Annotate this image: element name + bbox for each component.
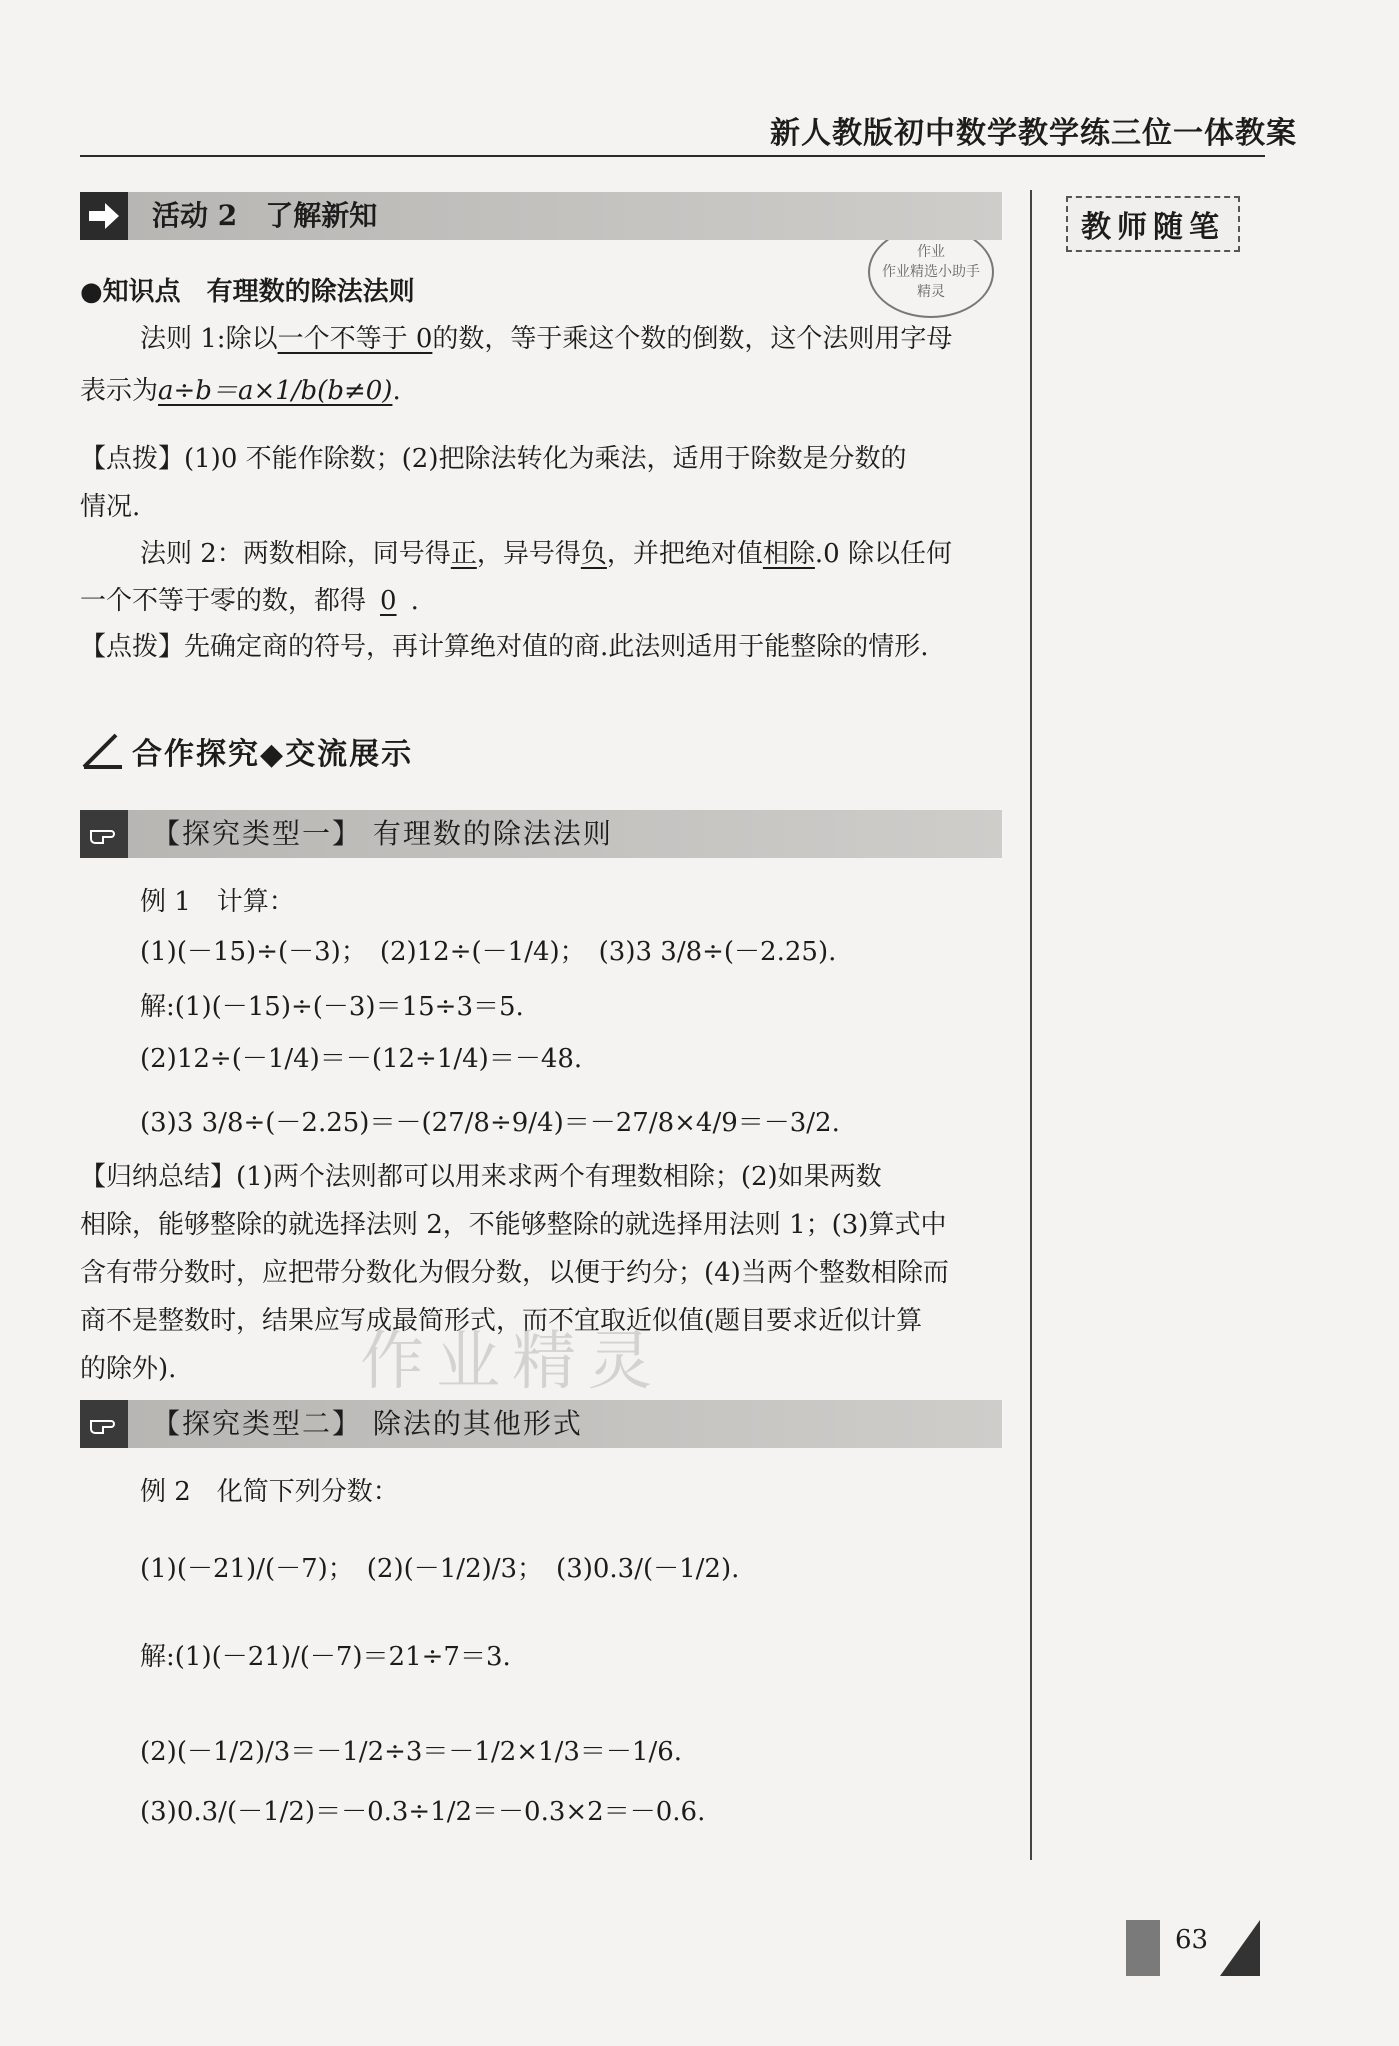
arrow-right-icon [80, 192, 128, 240]
page-tab-marker [1126, 1920, 1160, 1976]
example1-label: 例 1 计算： [140, 887, 295, 917]
summary-line3: 含有带分数时，应把带分数化为假分数，以便于约分；(4)当两个整数相除而 [80, 1258, 949, 1288]
header-title: 新人教版初中数学教学练三位一体教案 [770, 116, 1297, 151]
stamp-line1: 作业 [917, 244, 945, 260]
knowledge-point-label: ●知识点 有理数的除法法则 [80, 277, 415, 307]
rule2-blank-negative: 负 [580, 539, 607, 569]
pointing-hand-icon [80, 1400, 128, 1448]
rule2-line2-b: . [410, 586, 419, 616]
rule2-d: .0 除以任何 [814, 539, 952, 569]
example1-solution3: (3)3 3/8÷(－2.25)＝－(27/8÷9/4)＝－27/8×4/9＝－3/2. [140, 1108, 840, 1138]
pointing-hand-icon [80, 810, 128, 858]
example2-problems: (1)(－21)/(－7)； (2)(－1/2)/3； (3)0.3/(－1/2). [140, 1554, 740, 1584]
rule1-pre: 法则 1:除以 [140, 324, 278, 354]
rule1-line1 [140, 322, 952, 356]
corner-triangle [1220, 1920, 1260, 1976]
type1-title: 【探究类型一】 有理数的除法法则 [152, 817, 613, 850]
rule1-post: 的数，等于乘这个数的倒数，这个法则用字母 [432, 324, 953, 354]
pencil-icon [80, 731, 124, 771]
rule2-a: 法则 2：两数相除，同号得 [140, 539, 451, 569]
hint1-line1: 【点拨】(1)0 不能作除数；(2)把除法转化为乘法，适用于除数是分数的 [80, 444, 907, 474]
activity-bar [80, 192, 1002, 240]
activity-title: 活动 2 了解新知 [152, 199, 378, 232]
stamp-line3: 精灵 [917, 284, 945, 300]
rule2-c: ，并把绝对值 [606, 539, 763, 569]
type2-title: 【探究类型二】 除法的其他形式 [152, 1407, 583, 1440]
rule1-formula-tail: . [392, 376, 401, 406]
hint1-line2: 情况. [80, 492, 141, 522]
type1-bar [80, 810, 1002, 858]
summary-line1: 【归纳总结】(1)两个法则都可以用来求两个有理数相除；(2)如果两数 [80, 1162, 882, 1192]
page-number: 63 [1175, 1925, 1209, 1955]
rule1-line2-pre: 表示为 [80, 376, 159, 406]
summary-line2: 相除，能够整除的就选择法则 2，不能够整除的就选择用法则 1；(3)算式中 [80, 1210, 947, 1240]
example2-solution3: (3)0.3/(－1/2)＝－0.3÷1/2＝－0.3×2＝－0.6. [140, 1797, 706, 1827]
stamp-line2: 作业精选小助手 [882, 264, 980, 280]
cooperate-title: 合作探究◆交流展示 [132, 737, 414, 772]
rule2-blank-divide: 相除 [762, 539, 815, 569]
rule1-formula: a÷b＝a×1/b(b≠0) [158, 376, 393, 406]
teacher-notes-box: 教师随笔 [1066, 196, 1240, 252]
example2-label: 例 2 化简下列分数： [140, 1477, 399, 1507]
summary-line4: 商不是整数时，结果应写成最简形式，而不宜取近似值(题目要求近似计算 [80, 1306, 923, 1336]
rule1-blank: 一个不等于 0 [277, 324, 433, 354]
rule2-line1 [140, 537, 952, 571]
example2-solution2: (2)(－1/2)/3＝－1/2÷3＝－1/2×1/3＝－1/6. [140, 1737, 683, 1767]
rule2-b: ，异号得 [476, 539, 581, 569]
margin-divider [1030, 190, 1032, 1860]
watermark-text: 作业精灵 [360, 1325, 664, 1399]
rule2-blank-positive: 正 [450, 539, 477, 569]
rule2-line2-a: 一个不等于零的数，都得 [80, 586, 367, 616]
example2-solution1: 解:(1)(－21)/(－7)＝21÷7＝3. [140, 1642, 511, 1672]
summary-line5: 的除外). [80, 1354, 177, 1384]
example1-problems: (1)(－15)÷(－3)； (2)12÷(－1/4)； (3)3 3/8÷(－2.25). [140, 937, 837, 967]
header-rule [80, 155, 1265, 157]
cooperate-heading [80, 728, 413, 774]
hint2: 【点拨】先确定商的符号，再计算绝对值的商.此法则适用于能整除的情形. [80, 632, 929, 662]
rule1-line2 [80, 374, 401, 408]
rule2-blank-zero: 0 [380, 586, 397, 616]
rule2-line2 [80, 584, 419, 618]
example1-solution2: (2)12÷(－1/4)＝－(12÷1/4)＝－48. [140, 1044, 583, 1074]
example1-solution1: 解:(1)(－15)÷(－3)＝15÷3＝5. [140, 992, 524, 1022]
type2-bar [80, 1400, 1002, 1448]
